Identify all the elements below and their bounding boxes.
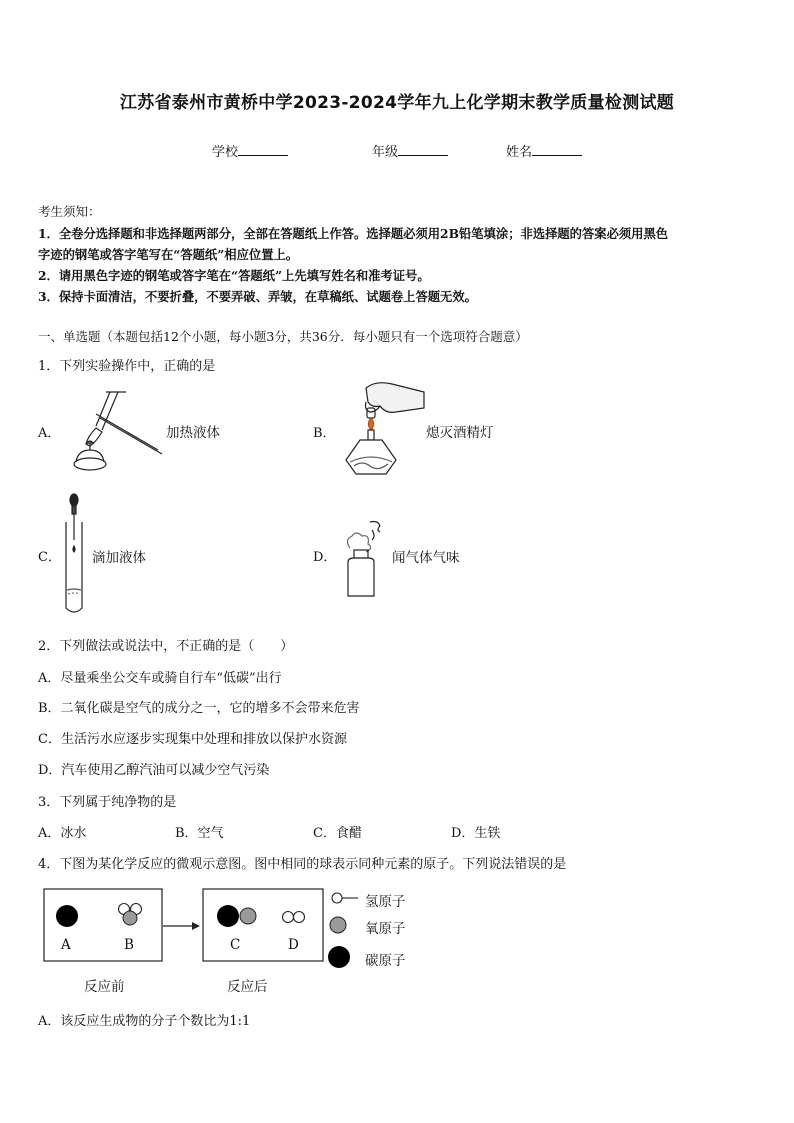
question-1-stem: 1．下列实验操作中，正确的是 bbox=[38, 359, 216, 374]
page-title: 江苏省泰州市黄桥中学2023-2024学年九上化学期末教学质量检测试题 bbox=[119, 93, 675, 113]
reaction-diagram bbox=[40, 885, 420, 965]
legend-hydrogen-symbol bbox=[332, 893, 342, 903]
after-box bbox=[203, 889, 323, 961]
name-blank bbox=[532, 142, 582, 156]
smell-gas-bottle-illustration bbox=[340, 518, 390, 602]
school-blank bbox=[238, 142, 288, 156]
molecule-b-oxygen bbox=[123, 911, 137, 925]
notice-item: 字迹的钢笔或答字笔写在“答题纸”相应位置上。 bbox=[38, 247, 299, 262]
q2-option-d: D．汽车使用乙醇汽油可以减少空气污染 bbox=[38, 763, 270, 778]
q1-option-c-letter: C． bbox=[38, 550, 61, 565]
label-a: A bbox=[61, 937, 71, 953]
notice-item: 1．全卷分选择题和非选择题两部分，全部在答题纸上作答。选择题必须用2B铅笔填涂；非选择题的答案必须用黑色 bbox=[38, 226, 669, 241]
label-d: D bbox=[288, 937, 299, 953]
heating-liquid-illustration bbox=[66, 384, 166, 476]
molecule-d-hydrogen bbox=[283, 912, 294, 923]
q1-option-b-letter: B． bbox=[313, 426, 336, 441]
question-3-stem: 3．下列属于纯净物的是 bbox=[38, 795, 177, 810]
label-b: B bbox=[124, 937, 134, 953]
q3-option-c: C．食醋 bbox=[313, 826, 362, 841]
school-label: 学校 bbox=[212, 145, 239, 160]
molecule-d-hydrogen bbox=[294, 912, 305, 923]
q2-option-b: B．二氧化碳是空气的成分之一，它的增多不会带来危害 bbox=[38, 701, 360, 716]
grade-field bbox=[372, 141, 448, 160]
notice-title: 考生须知： bbox=[38, 204, 101, 219]
section-heading: 一、单选题（本题包括12个小题，每小题3分，共36分．每小题只有一个选项符合题意） bbox=[38, 329, 528, 344]
arrow-head bbox=[192, 922, 200, 930]
q1-option-c-caption: 滴加液体 bbox=[92, 550, 146, 566]
name-field bbox=[506, 141, 582, 160]
molecule-c-carbon bbox=[217, 905, 239, 927]
name-label: 姓名 bbox=[506, 145, 533, 160]
legend-carbon-symbol bbox=[328, 946, 350, 968]
q2-option-c: C．生活污水应逐步实现集中处理和排放以保护水资源 bbox=[38, 732, 347, 747]
question-2-stem: 2．下列做法或说法中，不正确的是（ ） bbox=[38, 639, 294, 654]
q1-option-a-caption: 加热液体 bbox=[166, 425, 220, 441]
q1-option-d-caption: 闻气体气味 bbox=[392, 550, 460, 566]
q3-option-d: D．生铁 bbox=[451, 826, 501, 841]
grade-label: 年级 bbox=[372, 145, 399, 160]
school-field bbox=[212, 141, 288, 160]
legend-hydrogen: 氢原子 bbox=[365, 894, 406, 910]
extinguish-alcohol-lamp-illustration bbox=[336, 378, 428, 480]
label-c: C bbox=[230, 937, 241, 953]
q4-option-a: A．该反应生成物的分子个数比为1:1 bbox=[38, 1014, 251, 1029]
molecule-c-oxygen bbox=[240, 908, 256, 924]
notice-item: 3．保持卡面清洁，不要折叠，不要弄破、弄皱，在草稿纸、试题卷上答题无效。 bbox=[38, 289, 477, 304]
legend-oxygen: 氧原子 bbox=[365, 921, 406, 937]
question-4-stem: 4．下图为某化学反应的微观示意图。图中相同的球表示同种元素的原子。下列说法错误的是 bbox=[38, 857, 567, 872]
molecule-a-carbon bbox=[56, 905, 78, 927]
legend-carbon: 碳原子 bbox=[365, 953, 406, 969]
grade-blank bbox=[398, 142, 448, 156]
before-label: 反应前 bbox=[84, 979, 125, 995]
q3-option-a: A．冰水 bbox=[38, 826, 87, 841]
dropper-test-tube-illustration bbox=[62, 492, 88, 616]
q1-option-d-letter: D． bbox=[313, 550, 337, 565]
q2-option-a: A．尽量乘坐公交车或骑自行车“低碳”出行 bbox=[38, 671, 282, 686]
q1-option-b-caption: 熄灭酒精灯 bbox=[426, 425, 494, 441]
q1-option-a-letter: A． bbox=[38, 426, 61, 441]
after-label: 反应后 bbox=[227, 979, 268, 995]
notice-item: 2．请用黑色字迹的钢笔或答字笔在“答题纸”上先填写姓名和准考证号。 bbox=[38, 268, 430, 283]
q3-option-b: B．空气 bbox=[175, 826, 224, 841]
legend-oxygen-symbol bbox=[330, 917, 346, 933]
